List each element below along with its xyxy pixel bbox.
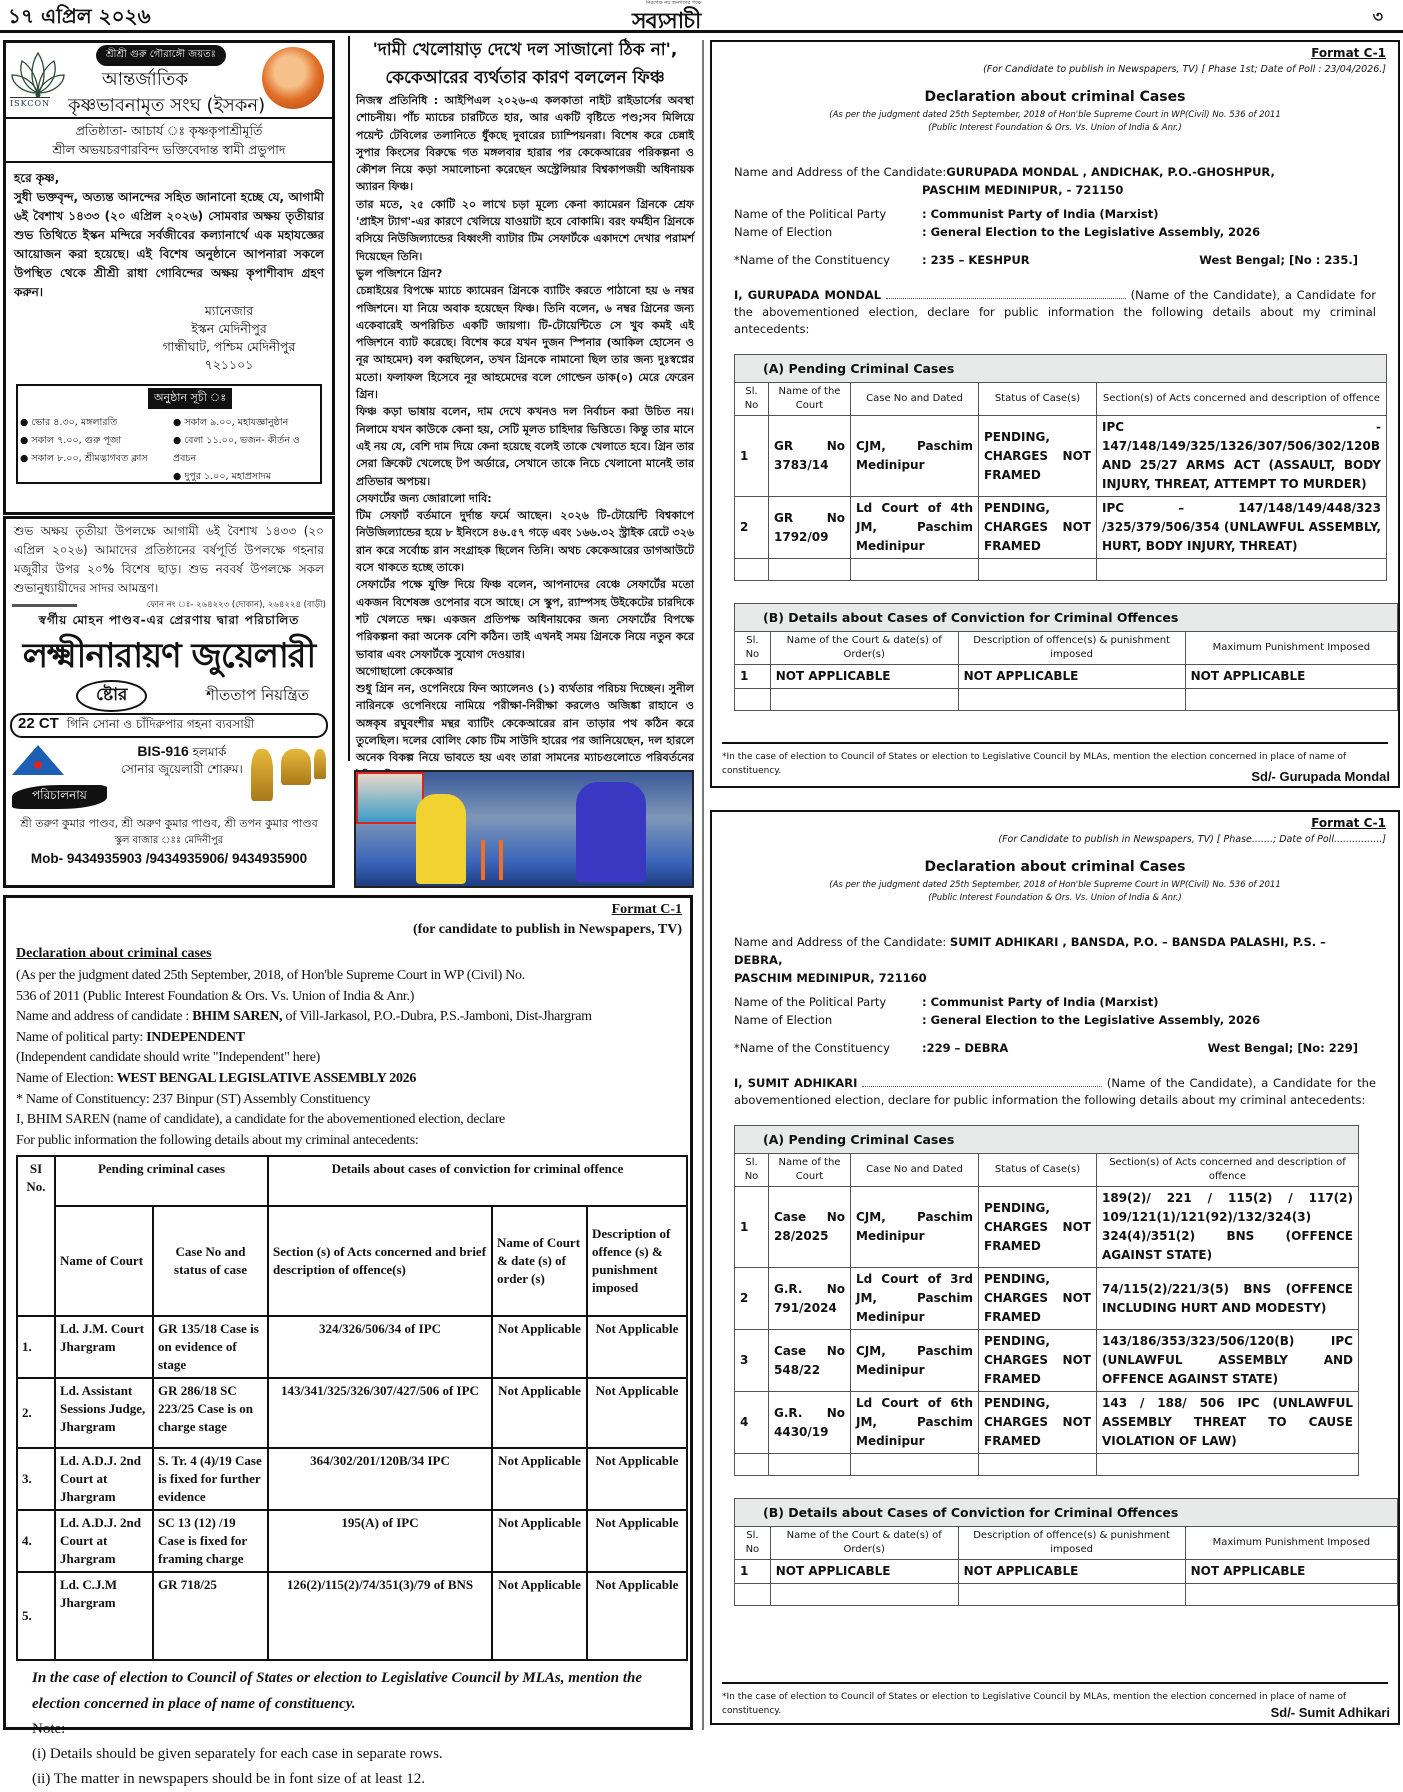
cell-conv-court: Not Applicable [492,1378,587,1448]
conviction-caption: (B) Details about Cases of Conviction for Criminal Offences [735,1499,1398,1527]
format-subtitle: (For Candidate to publish in Newspapers, TV) [ Phase.......; Date of Poll................] [998,834,1386,845]
declaration-line: I, BHIM SAREN (name of candidate), a candidate for the abovementioned election, declare [16,1112,505,1128]
col-pending: Pending criminal cases [55,1156,268,1206]
purity-badge: 22 CT [18,715,59,732]
mobile-numbers: Mob- 9434935903 /9434935906/ 9434935900 [30,851,308,866]
article-subheading: সেফার্টের জন্য জোরালো দাবি: [356,491,492,505]
cell-conv-desc: Not Applicable [587,1316,687,1378]
event-schedule [16,384,322,484]
cell-court: Case No 28/2025 [769,1187,851,1268]
candidate-address-line2: PASCHIM MEDINIPUR, 721160 [734,971,927,985]
judgment-line: (As per the judgment dated 25th September, 2018 of Hon'ble Supreme Court in WP(Civil) No. 536 of 2011 [829,880,1281,890]
cell-case: CJM, Paschim Medinipur [851,1330,979,1392]
iskcon-signature [134,302,324,374]
cell-case: GR 718/25 [153,1572,268,1660]
declaration-sumit-adhikari [710,810,1400,1725]
iskcon-title-line2: কৃষ্ণভাবনামৃত সংঘ (ইসকন) [68,95,266,116]
cell-section: 143/186/353/323/506/120(B) IPC (UNLAWFUL ASSEMBLY AND OFFENCE AGAINST STATE) [1097,1330,1359,1392]
cell-court: Ld. C.J.M Jhargram [55,1572,153,1660]
cell-case: S. Tr. 4 (4)/19 Case is fixed for further evidence [153,1448,268,1510]
jewellery-advertisement [3,516,335,888]
bis-logo-icon [12,745,64,775]
cell-section: IPC - 147/148/149/325/1326/307/506/302/120B AND 25/27 ARMS ACT (ASSAULT, BODY INJURY, THREAT, ATTEMPT TO MURDER) [1097,416,1387,497]
pending-header: Sl. No [735,1154,769,1187]
col-case: Case No and status of case [153,1206,268,1316]
sign-line: ম্যানেজার [204,303,254,318]
cell-section: 364/302/201/120B/34 IPC [268,1448,492,1510]
store-label: ষ্টোর [76,680,147,712]
cell-sl [735,559,769,581]
conviction-header: Sl. No [735,632,771,665]
cell-conv-desc: Not Applicable [587,1572,687,1660]
cell-conv-court: Not Applicable [492,1510,587,1572]
cell-case [851,559,979,581]
owners: শ্রী তরুণ কুমার পাণ্ডব, শ্রী অরুণ কুমার পাণ্ডব, শ্রী তপন কুমার পাণ্ডব [20,817,318,830]
cell-status [979,1454,1097,1476]
cell-desc [958,1584,1185,1606]
cell-court: G.R. No 791/2024 [769,1268,851,1330]
conviction-header: Description of offence(s) & punishment imposed [958,632,1185,665]
cell-desc [958,689,1185,711]
earring-icon [314,749,326,779]
news-article [348,36,694,765]
table-row [17,1316,687,1378]
founder-line1: প্রতিষ্ঠাতা- আচার্য ঃ কৃষ্ণকৃপাশ্রীমূর্তি [75,123,263,138]
cell-section: IPC – 147/148/149/448/323 /325/379/506/354 (UNLAWFUL ASSEMBLY, HURT, BODY INJURY, THREAT) [1097,497,1387,559]
note-item: (ii) The matter in newspapers should be in font size of at least 12. [32,1771,425,1788]
table-row [735,497,1387,559]
air-conditioned-label: শীততাপ নিয়ন্ত্রিত [206,686,310,704]
jewellery-shop-name: লক্ষ্মীনারায়ণ জুয়েলারী [22,636,316,676]
cell-court: GR No 1792/09 [769,497,851,559]
conviction-header: Name of the Court & date(s) of Order(s) [770,1527,958,1560]
footnote: *In the case of election to Council of States or election to Legislative Council by MLAs, mention the election concerned in place of name of constituency. [722,742,1388,778]
empty-row [735,1584,1398,1606]
pending-caption: (A) Pending Criminal Cases [735,1126,1359,1154]
jewellery-intro: শুভ অক্ষয় তৃতীয়া উপলক্ষে আগামী ৬ই বৈশাখ ১৪৩৩ (২০ এপ্রিল ২০২৬) আমাদের প্রতিষ্ঠানের বর্ষপূর্তি উপলক্ষে গহনার মজুরীর উপর ২০% বিশেষ ছাড়। শুভ নববর্ষ উপলক্ষে সকল শুভানুধ্যায়ীদের সাদর আমন্ত্রণ। [14,524,324,595]
note-label: Note: [32,1721,66,1738]
cell-court: Ld. Assistant Sessions Judge, Jhargram [55,1378,153,1448]
cell-section: 324/326/506/34 of IPC [268,1316,492,1378]
cell-sl: 1 [735,665,771,689]
cell-sl: 2 [735,497,769,559]
table-row [735,1187,1359,1268]
managed-label: পরিচালনায় [12,785,107,809]
cell-court [769,1454,851,1476]
article-paragraph: তার মতে, ২৫ কোটি ২০ লাখে চড়া মূল্যে কেনা ক্যামেরন গ্রিনকে শ্রেফ 'প্রাইস ট্যাগ'-এর কারণে খেলিয়ে যাওয়াটা হবে বোকামি। বরং ফর্মহীন গ্রিনকে বসিয়ে নিউজিল্যান্ডের বিধ্বংসী ব্যাটার টিম সেফার্টকে একাদশে দেখার পরামর্শ দিয়েছেন তিনি। [356,197,694,263]
signature: Sd/- Gurupada Mondal [1251,769,1390,784]
constituency: *Name of the Constituency :229 – DEBRA West Bengal; [No: 229] [734,1041,1358,1055]
political-party: Name of the Political Party : Communist Party of India (Marxist) [734,995,1159,1009]
iskcon-advertisement [3,40,335,515]
founder-line2: শ্রীল অভয়চরণারবিন্দ ভক্তিবেদান্ত স্বামী প্রভুপাদ [52,142,286,157]
cell-court: Case No 548/22 [769,1330,851,1392]
store-row [6,680,332,710]
jewellery-managed-by: স্বর্গীয় মোহন পাণ্ডব-এর প্রেরণায় দ্বারা পরিচালিত [38,613,300,627]
cell-max: NOT APPLICABLE [1185,665,1397,689]
purity-text: গিনি সোনা ও চাঁদিরুপার গহনা ব্যবসায়ী [66,717,255,731]
cell-court: Ld. A.D.J. 2nd Court at Jhargram [55,1448,153,1510]
article-body [356,92,694,784]
cell-sl [735,1454,769,1476]
candidate-name-address: Name and Address of the Candidate: SUMIT ADHIKARI , BANSDA, P.O. – BANSDA PALASHI, P.S. – DEBRA, [734,935,1326,967]
pending-header: Status of Case(s) [979,383,1097,416]
political-party: Name of political party: INDEPENDENT [16,1029,245,1045]
pending-cases-table [734,354,1387,581]
iskcon-message: সুধী ভক্তবৃন্দ, অত্যন্ত আনন্দের সহিত জানানো হচ্ছে যে, আগামী ৬ই বৈশাখ ১৪৩৩ (২০ এপ্রিল ২০২৬) সোমবার অক্ষয় তৃতীয়ার শুভ তিথিতে ইস্কন মন্দিরে সর্বজীবের কল্যানার্থে এক মহাযজ্ঞের আয়োজন করা হয়েছে। এই বিশেষ অনুষ্ঠানে আপনারা সকলে উপস্থিত থেকে শ্রীশ্রী রাধা গোবিন্দের অক্ষয় কৃপাশীবাদ গ্রহণ করুন। [14,190,324,299]
cell-case: CJM, Paschim Medinipur [851,416,979,497]
conviction-header: Maximum Punishment Imposed [1185,1527,1397,1560]
shop-address: স্কুল বাজার ঃঃ মেদিনীপুর [114,835,224,846]
pending-header: Status of Case(s) [979,1154,1097,1187]
cell-status: PENDING, CHARGES NOT FRAMED [979,1268,1097,1330]
pending-header: Case No and Dated [851,1154,979,1187]
table-row [735,1392,1359,1454]
cell-court: NOT APPLICABLE [770,1560,958,1584]
pending-cases-table [734,1125,1359,1476]
inset-portrait [356,772,424,824]
cell-sl [735,1584,771,1606]
conviction-table [734,1498,1398,1606]
cell-case: Ld Court of 3rd JM, Paschim Medinipur [851,1268,979,1330]
judgment-line: (As per the judgment dated 25th September, 2018, of Hon'ble Supreme Court in WP (Civil) No. [16,968,525,983]
column-divider [702,40,704,1730]
cell-status: PENDING, CHARGES NOT FRAMED [979,416,1097,497]
schedule-item: ● সকাল ৭.০০, গুরু পূজা [20,435,122,446]
col-section: Section (s) of Acts concerned and brief description of offence(s) [268,1206,492,1316]
sign-line: গান্ধীঘাট, পশ্চিম মেদিনীপুর [162,339,296,354]
schedule-item: ● সকাল ৮.০০, শ্রীমদ্ভাগবত ক্লাস [20,453,148,464]
pending-header: Name of the Court [769,1154,851,1187]
judgment-line: (Public Interest Foundation & Ors. Vs. Union of India & Anr.) [928,123,1182,133]
hallmark-row [6,741,332,815]
council-note: In the case of election to Council of States or election to Legislative Council by MLAs, mention the election concerned in place of name of constituency. [32,1670,642,1713]
election-name: Name of Election: WEST BENGAL LEGISLATIVE ASSEMBLY 2026 [16,1070,417,1086]
declaration-bhim-saren [3,895,693,1788]
note-item: (i) Details should be given separately for each case in separate rows. [32,1746,443,1763]
batter-figure [576,782,646,882]
schedule-right [173,414,320,486]
cell-sl: 3. [17,1448,55,1510]
criminal-cases-table [16,1155,688,1661]
col-conv-court: Name of Court & date (s) of order (s) [492,1206,587,1316]
lotus-icon [10,47,66,103]
declaration-text: I, GURUPADA MONDAL (Name of the Candidate), a Candidate for the abovementioned election, declare for public information the following details about my criminal antecedents: [734,288,1377,336]
logo-name: সব্যসাচী [632,9,701,34]
cell-sl: 5. [17,1572,55,1660]
empty-row [735,559,1387,581]
table-row [17,1448,687,1510]
masthead [0,0,1403,33]
col-sl: SI No. [17,1156,55,1316]
sign-line: ৭২১১০১ [204,357,254,372]
cell-court: NOT APPLICABLE [770,665,958,689]
political-party: Name of the Political Party : Communist Party of India (Marxist) [734,207,1159,221]
cell-sl: 3 [735,1330,769,1392]
table-row [735,1330,1359,1392]
candidate-address-line2: PASCHIM MEDINIPUR, - 721150 [922,183,1124,197]
schedule-left [20,414,148,468]
necklace-icon [251,749,273,801]
cell-sl: 1 [735,1560,771,1584]
declaration-title: Declaration about criminal cases [16,946,212,961]
gold-purity-banner [10,713,328,738]
election-name: Name of Election : General Election to the Legislative Assembly, 2026 [734,225,1261,239]
article-paragraph: নিজস্ব প্রতিনিধি : আইপিএল ২০২৬-এ কলকাতা নাইট রাইডার্সের অবস্থা শোচনীয়। পাঁচ ম্যাচের চারটিতে হার, আর একটি বৃষ্টিতে পণ্ড;সব মিলিয়ে পয়েন্ট টেবিলের তলানিতে ধুঁকছে দুবারের চ্যাম্পিয়নরা। বিশেষ করে চেন্নাই সুপার কিংসের বিরুদ্ধে গত মঙ্গলবার হারার পর কেকেআরের পরিকল্পনা ও কৌশল নিয়ে কড়া সমালোচনা করেছেন অস্ট্রেলিয়ার বিশ্বকাপজয়ী অধিনায়ক অ্যারন ফিঞ্চ। [356,94,694,194]
conviction-header: Sl. No [735,1527,771,1560]
article-paragraph: ফিঞ্চ কড়া ভাষায় বলেন, দাম দেখে কখনও দল নির্বাচন করা উচিত নয়। নিলামে যখন কাউকে কেনা হয়, সেটি মূলত চাহিদার ভিত্তিতে। কিন্তু তার মানে এই নয় যে, বেশি দাম দিয়ে কেনা হয়েছে বলেই তাকে খেলাতে হবে। গ্রিন তার সেরা ক্রিকেট খেলেছে টপ অর্ডারে, সেখানে তাকে নিচে খেলানো মানেই তার প্রতিভার অপচয়। [356,405,694,488]
pending-header: Name of the Court [769,383,851,416]
cell-conv-court: Not Applicable [492,1448,587,1510]
pending-header: Sl. No [735,383,769,416]
article-subheading: ভুল পজিশনে গ্রিন? [356,266,443,280]
bis-logo-dot [34,761,42,769]
iskcon-header [6,43,332,119]
cell-max [1185,1584,1397,1606]
article-headline [356,36,694,92]
cell-conv-court: Not Applicable [492,1572,587,1660]
election-name: Name of Election : General Election to the Legislative Assembly, 2026 [734,1013,1261,1027]
cricket-photo [354,770,694,888]
table-row [17,1510,687,1572]
constituency: * Name of Constituency: 237 Binpur (ST) Assembly Constituency [16,1091,371,1107]
cell-status: PENDING, CHARGES NOT FRAMED [979,497,1097,559]
table-row [735,416,1387,497]
empty-row [735,689,1398,711]
cell-case: Ld Court of 6th JM, Paschim Medinipur [851,1392,979,1454]
cell-sl: 2 [735,1268,769,1330]
newspaper-logo [628,0,728,34]
iskcon-greeting: হরে কৃষ্ণ, [14,171,60,185]
cell-status: PENDING, CHARGES NOT FRAMED [979,1330,1097,1392]
table-row [17,1572,687,1660]
cell-sl: 1. [17,1316,55,1378]
iskcon-founder [6,119,332,163]
cell-court: Ld. A.D.J. 2nd Court at Jhargram [55,1510,153,1572]
cell-case [851,1454,979,1476]
schedule-item: ● ভোর ৪.৩০, মঙ্গলারতি [20,417,118,428]
jewellery-phone: ফোন নং ঃ- ২৬৪২২৩ (দোকান), ২৬৪২২৪ (বাড়ী) [6,598,332,612]
cell-conv-desc: Not Applicable [587,1510,687,1572]
iskcon-salutation: শ্রীশ্রী গুরু গৌরাঙ্গৌ জয়তঃ [96,45,226,66]
conviction-table [734,603,1398,711]
cell-case: Ld Court of 4th JM, Paschim Medinipur [851,497,979,559]
table-row [17,1378,687,1448]
page-number: ৩ [1372,7,1383,26]
col-conv-desc: Description of offence (s) & punishment imposed [587,1206,687,1316]
empty-row [735,1454,1359,1476]
stumps [481,840,503,880]
schedule-item: ● বেলা ১১.০০, ভজন- কীর্তন ও প্রবচন [173,435,300,464]
cell-max: NOT APPLICABLE [1185,1560,1397,1584]
cell-court: Ld. J.M. Court Jhargram [55,1316,153,1378]
conviction-caption: (B) Details about Cases of Conviction for Criminal Offences [735,604,1398,632]
candidate-name-address: Name and Address of the Candidate:GURUPADA MONDAL , ANDICHAK, P.O.-GHOSHPUR, [734,165,1275,179]
hallmark-text: BIS-916 হলমার্ক সোনার জুয়েলারী শোরুম। [121,743,243,776]
table-row [735,1560,1398,1584]
cell-max [1185,689,1397,711]
cell-section [1097,1454,1359,1476]
issue-date: ১৭ এপ্রিল ২০২৬ [8,4,151,28]
cell-desc: NOT APPLICABLE [958,1560,1185,1584]
cell-section: 143/341/325/326/307/427/506 of IPC [268,1378,492,1448]
footnote: *In the case of election to Council of States or election to Legislative Council by MLAs, mention the election concerned in place of name of constituency. [722,1682,1388,1718]
iskcon-logo-label: ISKCON [10,99,51,108]
declaration-title: Declaration about criminal Cases [924,89,1186,105]
cell-sl: 4 [735,1392,769,1454]
pending-header: Case No and Dated [851,383,979,416]
format-label: Format C-1 [611,902,682,917]
cell-section: 74/115(2)/221/3(5) BNS (OFFENCE INCLUDING HURT AND MODESTY) [1097,1268,1359,1330]
pending-header: Section(s) of Acts concerned and description of offence [1097,383,1387,416]
article-paragraph: চেন্নাইয়ের বিপক্ষে ম্যাচে ক্যামেরন গ্রিনকে ব্যাটিং করতে পাঠানো হয় ৬ নম্বর পজিশনে। যা নিয়ে অবাক হয়েছেন ফিঞ্চ। তিনি বলেন, ৬ নম্বর গ্রিনের জন্য একেবারেই অপরিচিত একটি জায়গা। টি-টোয়েন্টিতে সে খুব কমই এই পজিশনে ব্যাট করেছে। বিশেষ করে যখন দুজন স্পিনার (আকিল হোসেন ও নূর আহমেদ) বল করছিলেন, তখন গ্রিনকে নামানো ছিল তার জন্য দুঃস্বপ্নের মতো। ফলাফল হিসেবে নূর আহমেদের বলে গোল্ডেন ডাক(০) মেরে ফেরেন গ্রিন। [356,284,694,402]
cell-conv-court: Not Applicable [492,1316,587,1378]
cell-court [769,559,851,581]
article-paragraph: সেফার্টের পক্ষে যুক্তি দিয়ে ফিঞ্চ বলেন, আপনাদের বেঞ্চে সেফার্টের মতো একজন বিশেষজ্ঞ ওপেনার বসে আছে। সে স্কুপ, র‍্যাম্পসহ উইকেটের চারদিকে শট খেলতে দক্ষ। একজন প্রতিপক্ষ অধিনায়কের জন্য সেফার্টের বিপক্ষে পরিকল্পনা করা অনেক বেশি কঠিন। তাই এখনই সময় গ্রিনকে নিয়ে নতুন করে ভাবার এবং সেফার্টকে সুযোগ দেওয়ার। [356,578,694,661]
cell-status: PENDING, CHARGES NOT FRAMED [979,1392,1097,1454]
signature: Sd/- Sumit Adhikari [1270,1705,1390,1720]
logo-tagline: নিরপেক্ষ নয় জনগণের পক্ষে [646,0,702,6]
cell-sl: 2. [17,1378,55,1448]
declaration-gurupada-mondal [710,40,1400,788]
judgment-line: (Public Interest Foundation & Ors. Vs. Union of India & Anr.) [928,893,1182,903]
cell-conv-desc: Not Applicable [587,1448,687,1510]
schedule-title: অনুষ্ঠান সূচী ঃ [148,388,232,409]
constituency: *Name of the Constituency : 235 – KESHPUR West Bengal; [No : 235.] [734,253,1358,267]
pendant-icon [281,749,311,785]
format-label: Format C-1 [1311,46,1386,60]
pending-caption: (A) Pending Criminal Cases [735,355,1387,383]
cell-status [979,559,1097,581]
iskcon-body [6,163,332,380]
pending-header: Section(s) of Acts concerned and description of offence [1097,1154,1359,1187]
judgment-line: 536 of 2011 (Public Interest Foundation & Ors. Vs. Union of India & Anr.) [16,988,415,1004]
cell-status: PENDING, CHARGES NOT FRAMED [979,1187,1097,1268]
cell-section: 126(2)/115(2)/74/351(3)/79 of BNS [268,1572,492,1660]
founder-portrait [262,47,324,109]
table-row [735,1268,1359,1330]
iskcon-title-line1: আন্তর্জাতিক [102,69,188,90]
format-subtitle: (For Candidate to publish in Newspapers, TV) [ Phase 1st; Date of Poll : 23/04/2026.] [983,64,1386,75]
cell-case: CJM, Paschim Medinipur [851,1187,979,1268]
cell-section: 195(A) of IPC [268,1510,492,1572]
format-subtitle: (for candidate to publish in Newspapers, TV) [412,922,682,937]
headline-line2: কেকেআরের ব্যর্থতার কারণ বললেন ফিঞ্চ [385,68,665,88]
table-row [735,665,1398,689]
headline-line1: 'দামী খেলোয়াড় দেখে দল সাজানো ঠিক না', [372,40,678,60]
cell-case: GR 135/18 Case is on evidence of stage [153,1316,268,1378]
cell-court: GR No 3783/14 [769,416,851,497]
cell-sl: 1 [735,1187,769,1268]
cell-section [1097,559,1387,581]
sign-line: ইস্কন মেদিনীপুর [191,321,267,336]
conviction-header: Name of the Court & date(s) of Order(s) [770,632,958,665]
cell-sl: 4. [17,1510,55,1572]
declaration-title: Declaration about criminal Cases [924,859,1186,875]
article-paragraph: শুধু গ্রিন নন, ওপেনিংয়ে ফিন অ্যালেনও (১) ব্যর্থতার পরিচয় দিচ্ছেন। সুনীল নারিনকে ওপেনিংয়ে নামিয়ে পরীক্ষা-নিরীক্ষা করলেও অজিঙ্কা রাহানে ও অঙ্গকৃষ রঘুবংশীর মন্থর ব্যাটিং কেকেআরের রান তাড়ার পথ কঠিন করে তুলেছিল। দলের বোলিং কোচ টিম সাউদি হারের পর জানিয়েছেন, দল হারলে অনেক বিকল্প নিয়ে ভাবতে হয় এবং তারা সামনের ম্যাচগুলোতে পরিবর্তনের [356,682,694,765]
declaration-line: For public information the following details about my criminal antecedents: [16,1132,419,1148]
cell-court [770,689,958,711]
cell-conv-desc: Not Applicable [587,1378,687,1448]
cell-section: 143 / 188/ 506 IPC (UNLAWFUL ASSEMBLY THREAT TO CAUSE VIOLATION OF LAW) [1097,1392,1359,1454]
conviction-header: Maximum Punishment Imposed [1185,632,1397,665]
cell-desc: NOT APPLICABLE [958,665,1185,689]
schedule-item: ● দুপুর ১.০০, মহাপ্রসাদম [173,471,271,482]
article-paragraph: টিম সেফার্ট বর্তমানে দুর্দান্ত ফর্মে আছেন। ২০২৬ টি-টোয়েন্টি বিশ্বকাপে নিউজিল্যান্ডের হয়ে ৮ ইনিংসে ৪৬.৫৭ গড়ে এবং ১৬৬.৩২ স্ট্রাইক রেটে ৩২৬ রান করে সর্বোচ্চ রান সংগ্রাহক ছিলেন তিনি। অথচ কেকেআরের ডাগআউটে বসে থাকতে হচ্ছে তাকে। [356,509,694,575]
independent-note: (Independent candidate should write "Independent" here) [16,1050,320,1066]
format-label: Format C-1 [1311,816,1386,830]
schedule-item: ● সকাল ৯.০০, মহাযজ্ঞানুষ্ঠান [173,417,289,428]
cell-court: G.R. No 4430/19 [769,1392,851,1454]
col-court: Name of Court [55,1206,153,1316]
cell-court [770,1584,958,1606]
cell-sl: 1 [735,416,769,497]
col-conviction: Details about cases of conviction for criminal offence [268,1156,687,1206]
article-subheading: অগোছালো কেকেআর [356,664,453,678]
cell-sl [735,689,771,711]
declaration-text: I, SUMIT ADHIKARI (Name of the Candidate), a Candidate for the abovementioned election, declare for public information the following details about my criminal antecedents: [734,1076,1377,1107]
judgment-line: (As per the judgment dated 25th September, 2018 of Hon'ble Supreme Court in WP(Civil) No. 536 of 2011 [829,110,1281,120]
cell-case: GR 286/18 SC 223/25 Case is on charge stage [153,1378,268,1448]
cell-section: 189(2)/ 221 / 115(2) / 117(2) 109/121(1)/121(92)/132/324(3) 324(4)/351(2) BNS (OFFENCE AGAINST STATE) [1097,1187,1359,1268]
wicketkeeper-figure [416,794,466,884]
candidate-name-address: Name and address of candidate : BHIM SAREN, of Vill-Jarkasol, P.O.-Dubra, P.S.-Jamboni, Dist-Jhargram [16,1009,592,1025]
cell-case: SC 13 (12) /19 Case is fixed for framing charge [153,1510,268,1572]
conviction-header: Description of offence(s) & punishment imposed [958,1527,1185,1560]
